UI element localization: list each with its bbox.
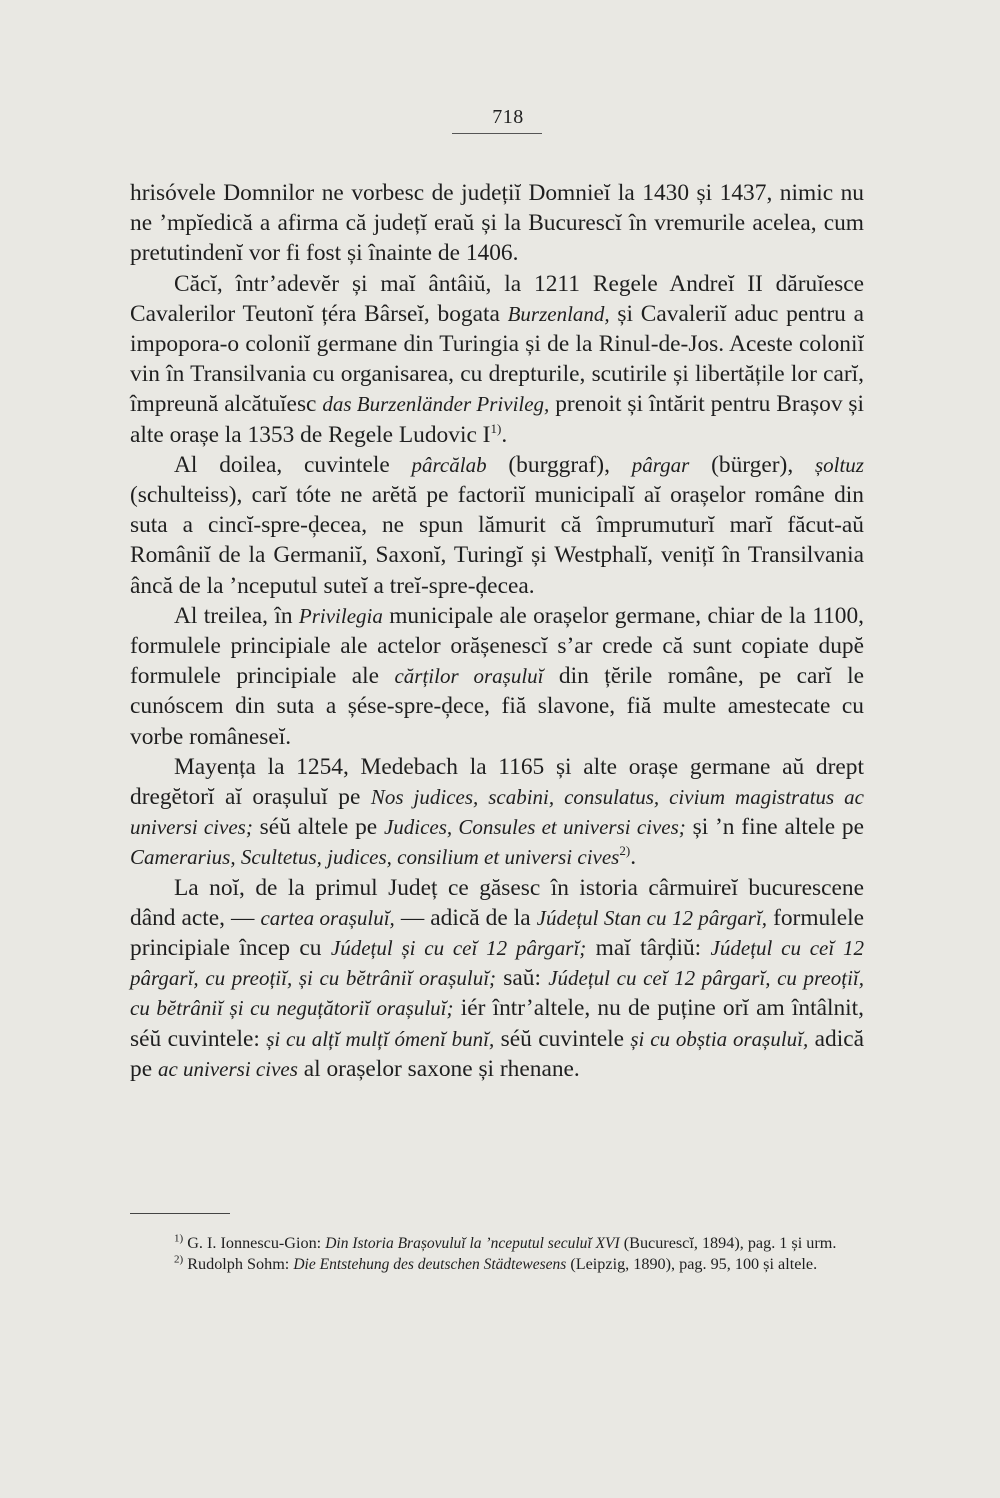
text-run: al orașelor saxone și rhenane. <box>297 1055 580 1082</box>
paragraph <box>130 601 864 752</box>
italic-phrase: și cu obștia orașuluĭ, <box>630 1026 809 1051</box>
text-run: séŭ cuvintele <box>494 1025 631 1052</box>
paragraph <box>130 873 864 1084</box>
footnote-marker: 1) <box>174 1232 184 1245</box>
italic-phrase: Júdețul Stan cu 12 pârgarĭ, <box>536 905 768 930</box>
text-run: adică pe <box>130 1025 865 1082</box>
page-number-rule <box>452 133 542 134</box>
footnote <box>130 1255 864 1275</box>
text-run: (schulteiss), carĭ tóte ne arĕtă pe factoriĭ municipalĭ aĭ orașelor române din suta a cincĭ-spre-ḑecea, ne spun lămurit că împrumuturĭ marĭ făcut-aŭ Româniĭ de la Germaniĭ, Saxonĭ, Turingĭ și Westphalĭ, venițĭ în Transilvania âncă de la ’nceputul suteĭ a treĭ-spre-ḑecea. <box>130 482 864 599</box>
paragraph <box>130 752 864 873</box>
text-run: din țĕrile române, pe carĭ le cunóscem din suta a șése-spre-ḑece, fiă slavone, fiă multe amestecate cu vorbe româneseĭ. <box>130 663 864 750</box>
main-text <box>130 178 864 1084</box>
text-run: Căcĭ, într’adevĕr și maĭ ântâiŭ, la 1211 Regele Andreĭ II dăruĭesce Cavalerilor Teutonĭ țéra Bârseĭ, bogata <box>130 270 864 327</box>
italic-phrase: pârcălab <box>411 452 487 477</box>
text-run: maĭ târḑiŭ: <box>586 935 711 962</box>
text-run: (Leipzig, 1890), pag. 95, 100 și altele. <box>566 1254 818 1273</box>
text-run: La noĭ, de la primul Județ ce găsesc în istoria cârmuireĭ bucurescene dând acte, — <box>130 874 864 931</box>
italic-phrase: das Burzenländer Privileg, <box>322 392 550 417</box>
italic-phrase: ac universi cives <box>157 1056 298 1081</box>
italic-phrase: Burzenland, <box>507 301 610 326</box>
text-run: Al treilea, în <box>174 602 299 629</box>
text-run: Mayența la 1254, Medebach la 1165 și alte orașe germane aŭ drept dregĕtorĭ aĭ orașuluĭ pe <box>130 753 864 811</box>
paragraph <box>130 178 864 269</box>
italic-phrase: cărților orașuluĭ <box>394 664 544 689</box>
text-run: (bürger), <box>689 451 815 478</box>
paragraph <box>130 269 864 450</box>
text-run: Al doilea, cuvintele <box>174 451 412 478</box>
italic-phrase: șoltuz <box>814 452 864 477</box>
paragraph <box>130 450 864 601</box>
footnotes <box>130 1234 864 1275</box>
text-run: municipale ale orașelor germane, chiar de la 1100, formulele principiale ale actelor orășenescĭ s’ar crede că sunt copiate dupĕ formulele principiale ale <box>130 602 864 690</box>
italic-phrase: Die Entstehung des deutschen Städtewesens <box>293 1255 567 1273</box>
text-run: (burggraf), <box>486 451 632 478</box>
text-run: saŭ: <box>496 965 549 992</box>
italic-phrase: cartea orașuluĭ, <box>260 905 395 930</box>
text-run: Rudolph Sohm: <box>183 1254 294 1273</box>
italic-phrase: Judices, Consules et universi cives; <box>383 815 686 840</box>
footnote-marker: 2) <box>619 843 631 859</box>
italic-phrase: Nos judices, scabini, consulatus, civium magistratus ac universi cives; <box>130 785 864 840</box>
text-run: și Cavaleriĭ aduc pentru a impopora-o coloniĭ germane din Turingia și de la Rinul-de-Jos. Aceste coloniĭ vin în Transilvania cu organisarea, cu drepturile, scutirile și libertățile lor carĭ, împreună alcătuĭesc <box>130 300 864 418</box>
italic-phrase: Din Istoria Brașovuluĭ la ’nceputul seculuĭ XVI <box>325 1235 620 1252</box>
footnote-marker: 2) <box>174 1253 184 1266</box>
text-run: séŭ altele pe <box>252 814 384 841</box>
italic-phrase: pârgar <box>631 452 690 477</box>
italic-phrase: Privilegia <box>298 603 383 628</box>
italic-phrase: Júdețul cu ceĭ 12 pârgarĭ, cu preoțiĭ, și cu bĕtrâniĭ orașuluĭ; <box>130 936 864 991</box>
text-run: . <box>501 421 508 448</box>
italic-phrase: și cu alțĭ mulțĭ ómenĭ bunĭ, <box>266 1026 495 1051</box>
text-run: prenoit și întărit pentru Brașov și alte orașe la 1353 de Regele Ludovic I <box>130 391 865 448</box>
text-run: formulele principiale încep cu <box>130 904 864 962</box>
italic-phrase: Júdețul cu ceĭ 12 pârgarĭ, cu preoțiĭ, cu bĕtrâniĭ și cu neguțătoriĭ orașuluĭ; <box>130 966 865 1021</box>
text-run: . <box>630 844 637 871</box>
italic-phrase: Camerarius, Scultetus, judices, consilium et universi cives <box>130 845 620 870</box>
text-run: — adică de la <box>394 904 537 931</box>
text-run: iér într’altele, nu de puține orĭ am întâlnit, séŭ cuvintele: <box>130 995 865 1052</box>
text-run: (Bucurescĭ, 1894), pag. 1 și urm. <box>619 1234 837 1252</box>
text-run: și ’n fine altele pe <box>685 814 864 841</box>
footnote-separator <box>130 1213 230 1214</box>
page-number: 718 <box>492 106 524 128</box>
italic-phrase: Júdețul și cu ceĭ 12 pârgarĭ; <box>330 936 587 961</box>
footnote <box>130 1234 864 1254</box>
footnote-marker: 1) <box>490 420 502 436</box>
text-run: G. I. Ionnescu-Gion: <box>183 1234 326 1252</box>
text-run: hrisóvele Domnilor ne vorbesc de județiĭ Domnieĭ la 1430 și 1437, nimic nu ne ’mpĭedică a afirma că județĭ eraŭ și la Bucurescĭ în vremurile acelea, cum pretutindenĭ vor fi fost și înainte de 1406. <box>130 180 864 267</box>
